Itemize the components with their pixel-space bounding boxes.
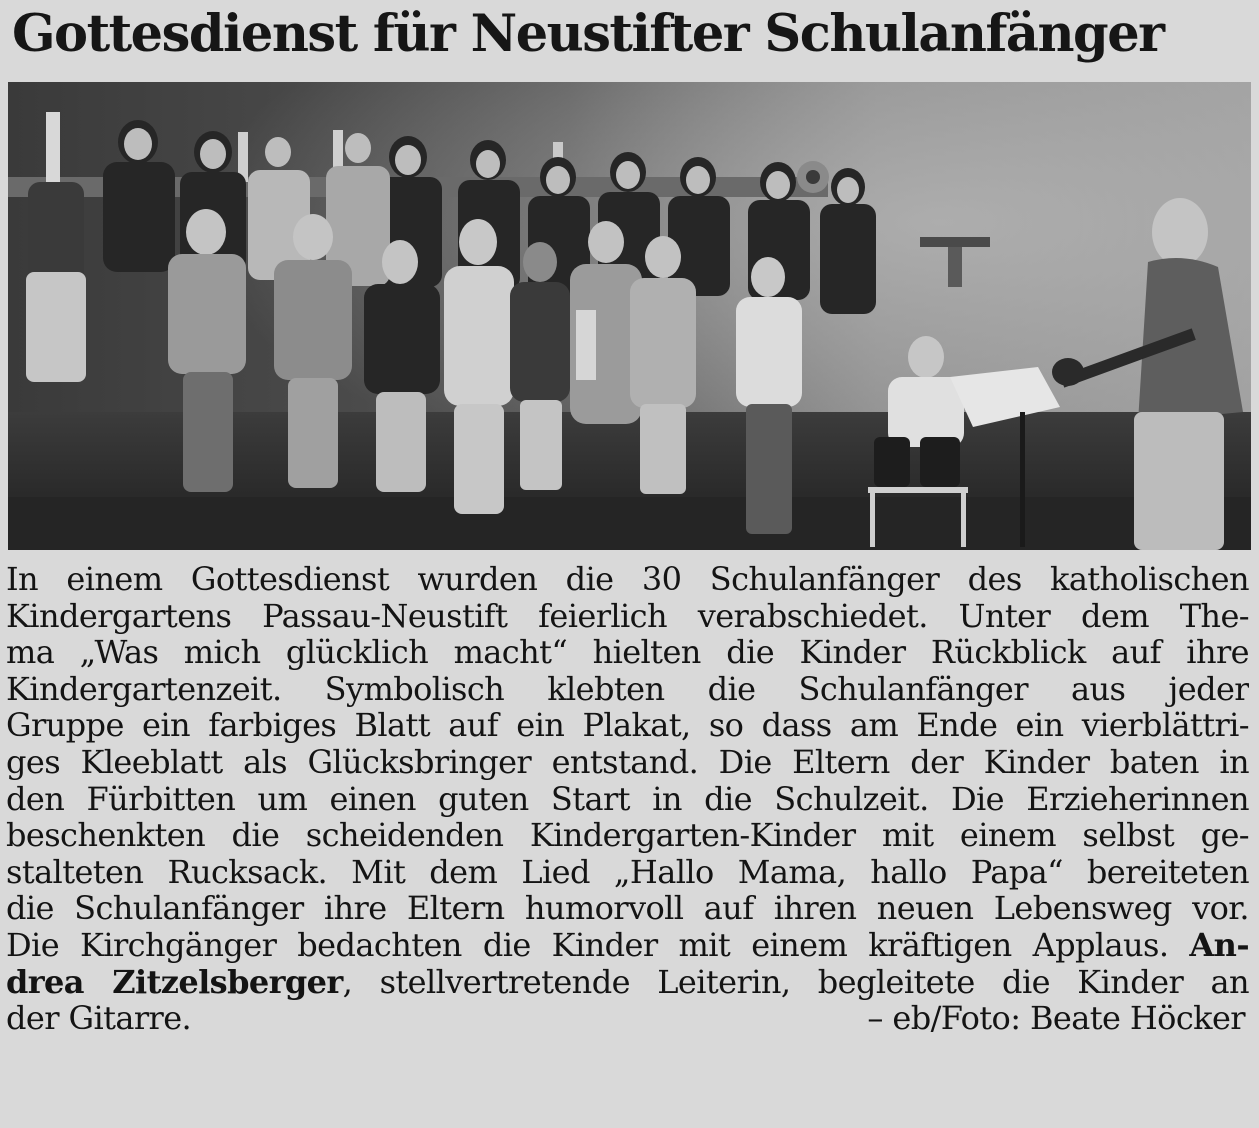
body-line-text: Die Kirchgänger bedachten die Kinder mit einem kräftigen Applaus. xyxy=(6,926,1169,964)
body-line-last xyxy=(6,1000,1249,1037)
body-line: die Schulanfänger ihre Eltern humorvoll auf ihren neuen Lebensweg vor. xyxy=(6,890,1249,927)
photo-credit: – eb/Foto: Beate Höcker xyxy=(867,1000,1245,1037)
body-line: beschenkten die scheidenden Kindergarten-Kinder mit einem selbst ge- xyxy=(6,817,1249,854)
body-line-text: der Gitarre. xyxy=(6,1000,192,1037)
article-headline: Gottesdienst für Neustifter Schulanfänger xyxy=(12,4,1164,64)
body-line: den Fürbitten um einen guten Start in die Schulzeit. Die Erzieherinnen xyxy=(6,780,1249,818)
body-line-text: , stellvertretende Leiterin, begleitete die Kinder an xyxy=(342,963,1249,1001)
body-line xyxy=(6,964,1249,1001)
body-line: Gruppe ein farbiges Blatt auf ein Plakat, so dass am Ende ein vierblättri- xyxy=(6,707,1249,744)
person-name-part: An- xyxy=(1189,926,1249,964)
article-photo xyxy=(8,82,1251,550)
body-line xyxy=(6,927,1249,964)
photo-children-choir-church xyxy=(8,82,1251,550)
article-body xyxy=(6,561,1249,1037)
body-line: stalteten Rucksack. Mit dem Lied „Hallo Mama, hallo Papa“ bereiteten xyxy=(6,853,1249,891)
body-line: ma „Was mich glücklich macht“ hielten die Kinder Rückblick auf ihre xyxy=(6,634,1249,671)
body-line: In einem Gottesdienst wurden die 30 Schulanfänger des katholischen xyxy=(6,561,1249,598)
body-line: Kindergartenzeit. Symbolisch klebten die Schulanfänger aus jeder xyxy=(6,670,1249,708)
body-line: ges Kleeblatt als Glücksbringer entstand. Die Eltern der Kinder baten in xyxy=(6,743,1249,781)
body-line: Kindergartens Passau-Neustift feierlich verabschiedet. Unter dem The- xyxy=(6,597,1249,635)
person-name: drea Zitzelsberger xyxy=(6,963,343,1001)
